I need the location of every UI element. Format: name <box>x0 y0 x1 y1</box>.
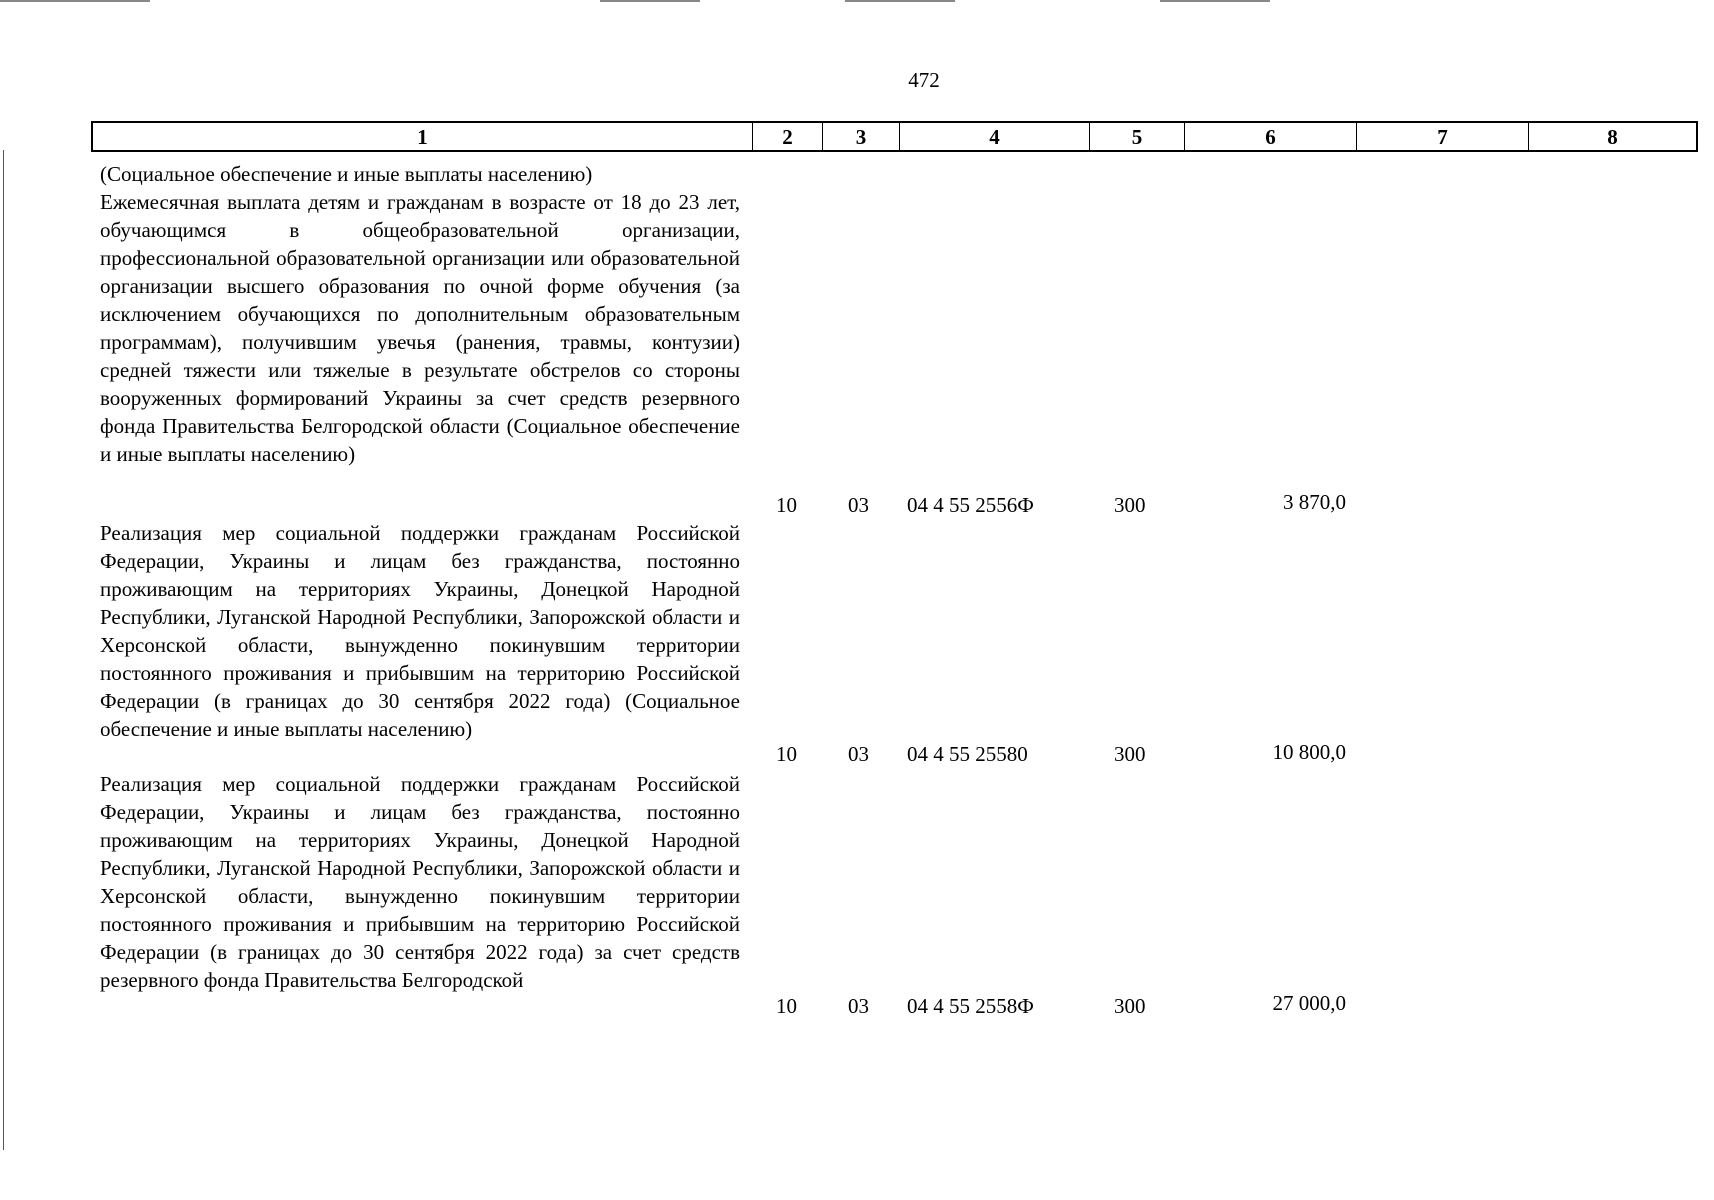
row-amount: 27 000,0 <box>1272 991 1346 1015</box>
header-col-5: 5 <box>1090 123 1185 150</box>
scan-mark <box>0 0 150 2</box>
row-expense-type: 300 <box>1114 493 1146 517</box>
scan-mark <box>1160 0 1270 2</box>
header-col-8: 8 <box>1607 125 1618 149</box>
row-subsection: 03 <box>848 742 869 766</box>
row-amount: 3 870,0 <box>1283 490 1346 514</box>
row-subsection: 03 <box>848 493 869 517</box>
header-col-1: 1 <box>93 123 753 150</box>
header-col-4: 4 <box>900 123 1090 150</box>
scan-mark <box>845 0 955 2</box>
header-col-3: 3 <box>823 123 900 150</box>
page-edge-line <box>3 150 4 1150</box>
row-section: 10 <box>776 493 797 517</box>
row-description: Ежемесячная выплата детям и гражданам в возрасте от 18 до 23 лет, обучающимся в общеобразовательной организации, профессиональной образовательной организации или образовательной организации высшего образования по очной форме обучения (за исключением обучающихся по дополнительным образовательным программам), получившим увечья (ранения, травмы, контузии) средней тяжести или тяжелые в результате обстрелов со стороны вооруженных формирований Украины за счет средств резервного фонда Правительства Белгородской области (Социальное обеспечение и иные выплаты населению) <box>100 190 740 466</box>
row-section: 10 <box>776 994 797 1018</box>
continuation-text: (Социальное обеспечение и иные выплаты населению) <box>100 162 593 186</box>
header-col-7: 7 <box>1357 123 1529 150</box>
row-subsection: 03 <box>848 994 869 1018</box>
row-target-code: 04 4 55 2556Ф <box>907 493 1034 517</box>
row-description: Реализация мер социальной поддержки гражданам Российской Федерации, Украины и лицам без гражданства, постоянно проживающим на территориях Украины, Донецкой Народной Республики, Луганской Народной Республики, Запорожской области и Херсонской области, вынужденно покинувшим территории постоянного проживания и прибывшим на территорию Российской Федерации (в границах до 30 сентября 2022 года) (Социальное обеспечение и иные выплаты населению) <box>100 521 740 741</box>
header-col-6: 6 <box>1185 123 1357 150</box>
row-section: 10 <box>776 742 797 766</box>
row-description: Реализация мер социальной поддержки гражданам Российской Федерации, Украины и лицам без гражданства, постоянно проживающим на территориях Украины, Донецкой Народной Республики, Луганской Народной Республики, Запорожской области и Херсонской области, вынужденно покинувшим территории постоянного проживания и прибывшим на территорию Российской Федерации (в границах до 30 сентября 2022 года) за счет средств резервного фонда Правительства Белгородской <box>100 772 740 992</box>
row-expense-type: 300 <box>1114 742 1146 766</box>
table-header <box>91 121 1698 152</box>
row-target-code: 04 4 55 2558Ф <box>907 994 1034 1018</box>
row-expense-type: 300 <box>1114 994 1146 1018</box>
header-col-2: 2 <box>753 123 823 150</box>
row-target-code: 04 4 55 25580 <box>907 742 1028 766</box>
page-number: 472 <box>908 68 940 92</box>
scan-mark <box>600 0 700 2</box>
row-amount: 10 800,0 <box>1272 740 1346 764</box>
